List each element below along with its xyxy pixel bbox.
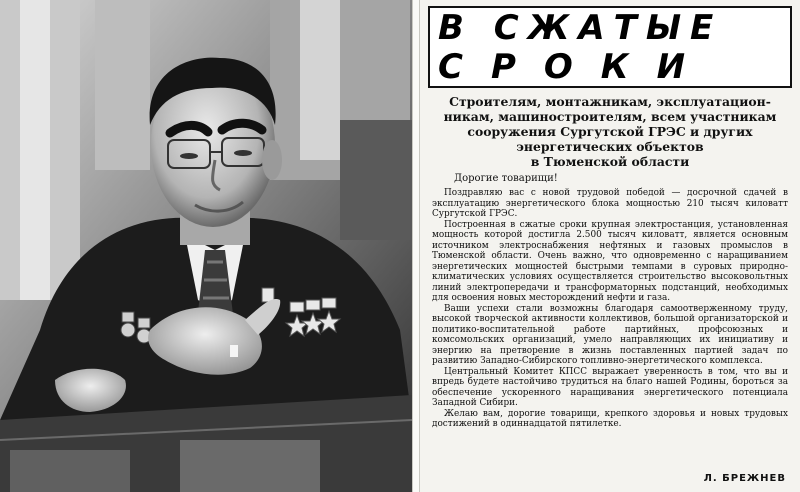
- salutation: Дорогие товарищи!: [454, 173, 558, 184]
- address-subheading: [430, 94, 790, 169]
- subhead-line: никам, машиностроителям, всем участникам: [443, 109, 777, 124]
- page-divider: [412, 0, 420, 492]
- subhead-line: энергетических объектов: [516, 139, 704, 154]
- headline-box: [428, 6, 792, 88]
- paragraph: Построенная в сжатые сроки крупная электростанция, установленная мощность которой достигла 2.500 тысяч киловатт, является основным источником электроснабжения нефтяных и газовых промыслов в Тюменской области. Очень важно, что одновременно с наращиванием энергетических мощностей быстрыми темпами в суровых природно-климатических условиях осуществляется строительство высоковольтных линий электропередачи и трансформаторных подстанций, необходимых для освоения новых месторождений нефти и газа.: [432, 219, 788, 303]
- subhead-line: Строителям, монтажникам, эксплуатацион-: [449, 94, 771, 109]
- paragraph: Поздравляю вас с новой трудовой победой — досрочной сдачей в эксплуатацию энергетического блока мощностью 210 тысяч киловатт Сургутской ГРЭС.: [432, 188, 788, 219]
- article-body: [432, 173, 788, 430]
- paragraph: Ваши успехи стали возможны благодаря самоотверженному труду, высокой творческой активности коллективов, большой организаторской и политико-воспитательной работе партийных, профсоюзных и комсомольских организаций, умело направляющих их инициативу и энергию на претворение в жизнь поставленных партией задач по развитию Западно-Сибирского топливно-энергетического комплекса.: [432, 303, 788, 366]
- paragraph: Центральный Комитет КПСС выражает уверенность в том, что вы и впредь будете настойчиво трудиться на благо нашей Родины, бороться за обеспечение ускоренного наращивания энергетического потенциала Западной Сибири.: [432, 366, 788, 408]
- paragraph: Желаю вам, дорогие товарищи, крепкого здоровья и новых трудовых достижений в одиннадцатой пятилетке.: [432, 408, 788, 429]
- headline-line-1: В СЖАТЫЕ: [438, 8, 723, 48]
- subhead-line: в Тюменской области: [530, 154, 690, 169]
- subhead-line: сооружения Сургутской ГРЭС и других: [467, 124, 753, 139]
- headline-line-2: СРОКИ: [438, 47, 714, 87]
- signature: Л. БРЕЖНЕВ: [703, 473, 786, 484]
- newspaper-article: [420, 0, 800, 492]
